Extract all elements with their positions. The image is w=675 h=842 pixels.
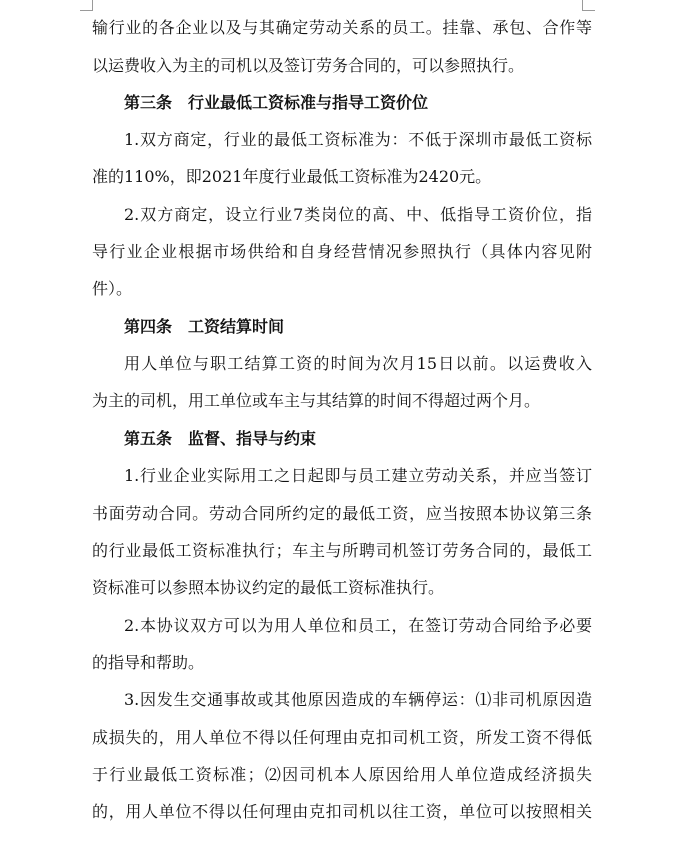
paragraph-line: 2.双方商定，设立行业7类岗位的高、中、低指导工资价位，指 [124,205,592,224]
paragraph-line: 准的110%，即2021年度行业最低工资标准为2420元。 [92,167,492,186]
paragraph-line: 的，用人单位不得以任何理由克扣司机以往工资，单位可以按照相关 [92,802,592,821]
paragraph-line: 输行业的各企业以及与其确定劳动关系的员工。挂靠、承包、合作等 [92,18,592,37]
section-heading-article-5: 第五条 监督、指导与约束 [124,429,317,448]
paragraph-line: 资标准可以参照本协议约定的最低工资标准执行。 [92,578,445,597]
paragraph-line: 导行业企业根据市场供给和自身经营情况参照执行（具体内容见附 [92,242,592,261]
paragraph-line: 成损失的，用人单位不得以任何理由克扣司机工资，所发工资不得低 [92,728,592,747]
paragraph-line: 1.双方商定，行业的最低工资标准为：不低于深圳市最低工资标 [124,130,592,149]
paragraph-line: 为主的司机，用工单位或车主与其结算的时间不得超过两个月。 [92,391,541,410]
paragraph-line: 于行业最低工资标准；⑵因司机本人原因给用人单位造成经济损失 [92,765,592,784]
paragraph-line: 1.行业企业实际用工之日起即与员工建立劳动关系，并应当签订 [124,466,592,485]
page-corner-mark-right [582,0,595,11]
section-heading-article-4: 第四条 工资结算时间 [124,317,285,336]
paragraph-line: 件）。 [92,279,133,298]
paragraph-line: 以运费收入为主的司机以及签订劳务合同的，可以参照执行。 [92,56,525,75]
section-heading-article-3: 第三条 行业最低工资标准与指导工资价位 [124,93,429,112]
page-corner-mark-left [80,0,93,11]
paragraph-line: 的指导和帮助。 [92,653,205,672]
paragraph-line: 2.本协议双方可以为用人单位和员工，在签订劳动合同给予必要 [124,616,592,635]
paragraph-line: 书面劳动合同。劳动合同所约定的最低工资，应当按照本协议第三条 [92,504,592,523]
paragraph-line: 3.因发生交通事故或其他原因造成的车辆停运：⑴非司机原因造 [124,690,592,709]
paragraph-line: 用人单位与职工结算工资的时间为次月15日以前。以运费收入 [124,354,592,373]
paragraph-line: 的行业最低工资标准执行；车主与所聘司机签订劳务合同的，最低工 [92,541,592,560]
